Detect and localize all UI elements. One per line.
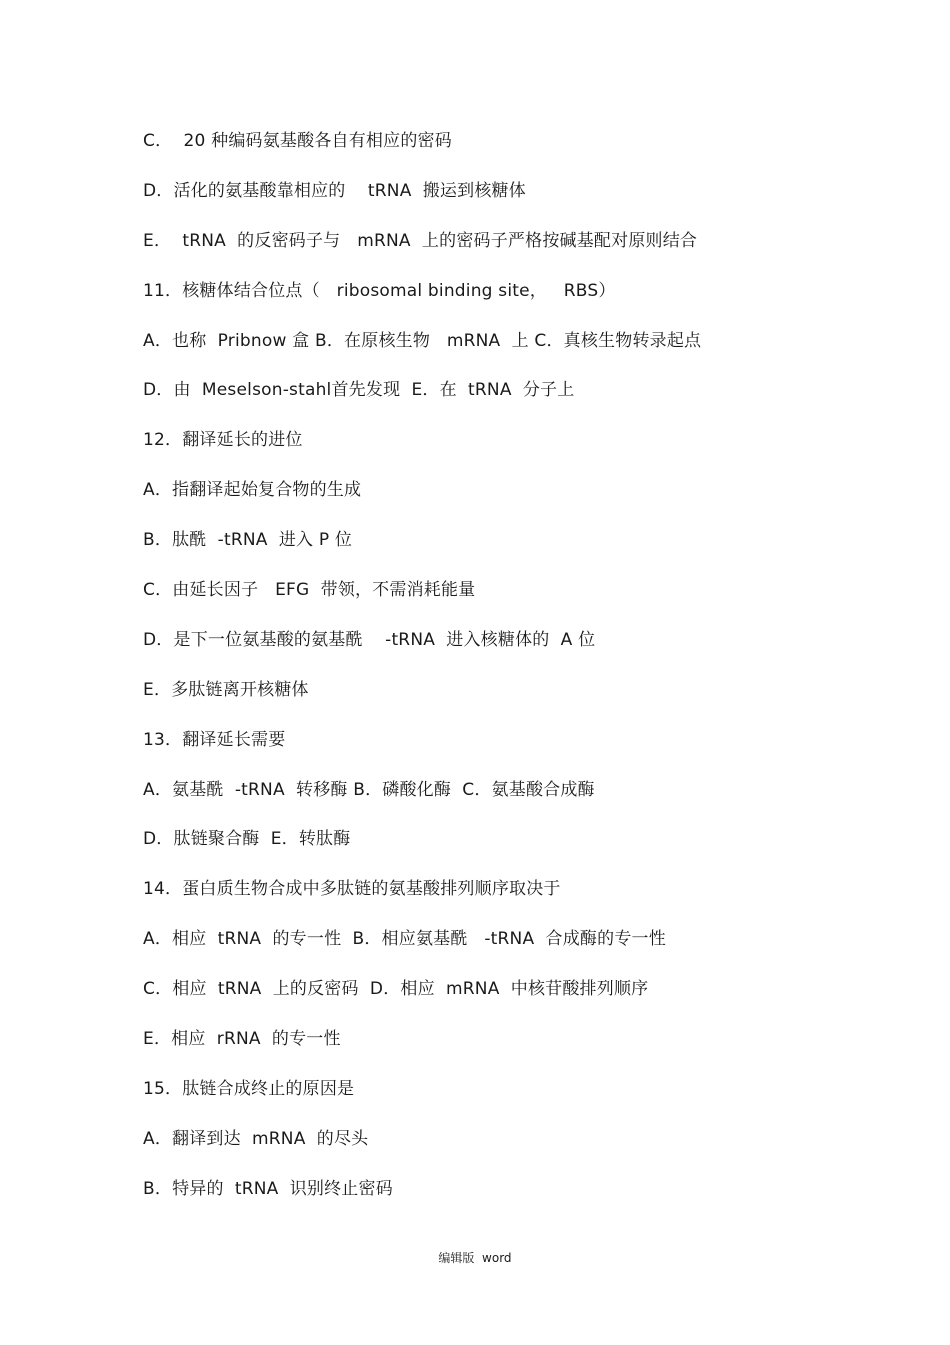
text-line: A．也称 Pribnow 盒 B．在原核生物 mRNA 上 C．真核生物转录起点 (143, 330, 702, 351)
question-line: 13．翻译延长需要 (143, 729, 286, 750)
page-footer: 编辑版 word (438, 1251, 512, 1265)
text-line: A．氨基酰 -tRNA 转移酶 B．磷酸化酶 C．氨基酸合成酶 (143, 779, 595, 800)
text-line: D．活化的氨基酸靠相应的 tRNA 搬运到核糖体 (143, 180, 526, 201)
text-line: B．肽酰 -tRNA 进入 P 位 (143, 530, 353, 551)
text-line: B．特异的 tRNA 识别终止密码 (143, 1178, 393, 1199)
text-line: A．指翻译起始复合物的生成 (143, 480, 362, 501)
text-line: E． tRNA 的反密码子与 mRNA 上的密码子严格按碱基配对原则结合 (143, 230, 698, 251)
text-line: D．是下一位氨基酸的氨基酰 -tRNA 进入核糖体的 A 位 (143, 629, 596, 650)
text-line: E．相应 rRNA 的专一性 (143, 1029, 341, 1050)
text-line: D．肽链聚合酶 E．转肽酶 (143, 829, 351, 850)
text-line: D．由 Meselson-stahl首先发现 E．在 tRNA 分子上 (143, 380, 575, 401)
text-line: A．翻译到达 mRNA 的尽头 (143, 1128, 369, 1149)
text-line: C． 20 种编码氨基酸各自有相应的密码 (143, 131, 452, 151)
text-line: E．多肽链离开核糖体 (143, 679, 309, 700)
question-line: 14．蛋白质生物合成中多肽链的氨基酸排列顺序取决于 (143, 879, 561, 900)
question-line: 15．肽链合成终止的原因是 (143, 1078, 355, 1099)
text-line: A．相应 tRNA 的专一性 B．相应氨基酰 -tRNA 合成酶的专一性 (143, 929, 666, 950)
text-line: C．由延长因子 EFG 带领，不需消耗能量 (143, 580, 476, 601)
question-line: 11．核糖体结合位点（ ribosomal binding site， RBS） (143, 280, 616, 301)
text-line: C．相应 tRNA 上的反密码 D．相应 mRNA 中核苷酸排列顺序 (143, 979, 649, 1000)
question-list (143, 128, 863, 1226)
question-line: 12．翻译延长的进位 (143, 430, 303, 451)
